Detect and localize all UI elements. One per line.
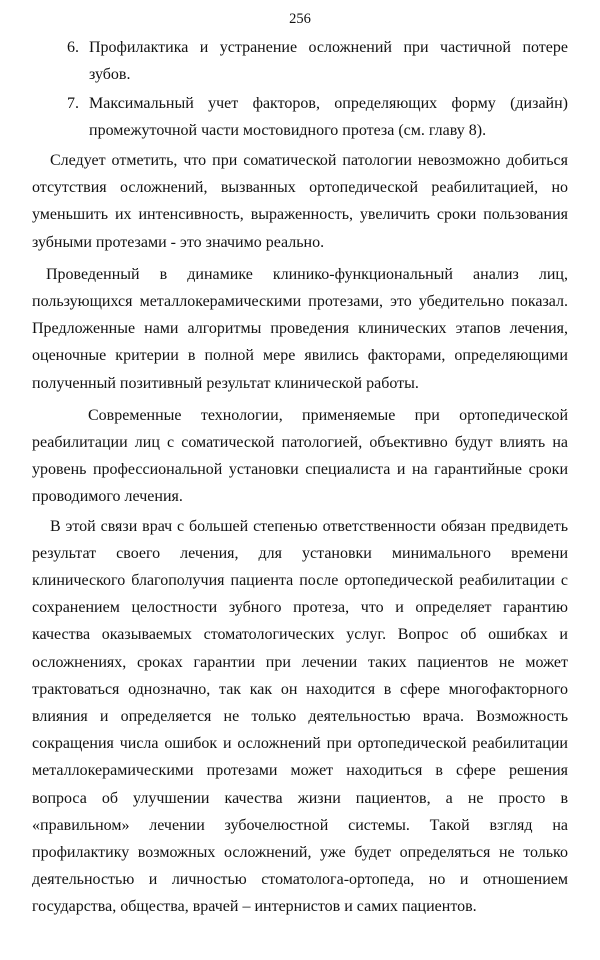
list-item-number: 7. bbox=[67, 95, 79, 112]
list-item-text: Максимальный учет факторов, определяющих форму (дизайн) промежуточной части мостовидного протеза (см. главу 8). bbox=[89, 95, 568, 139]
page-number: 256 bbox=[289, 11, 311, 27]
list-item bbox=[32, 90, 568, 144]
paragraph: В этой связи врач с большей степенью ответственности обязан предвидеть результат своего лечения, для установки минимального времени клинического благополучия пациента после ортопедической реабилитации с сохранением целостности зубного протеза, что и определяет гарантию качества оказываемых стоматологических услуг. Вопрос об ошибках и осложнениях, сроках гарантии при лечении таких пациентов не может трактоваться однозначно, так как он находится в сфере многофакторного влияния и определяется не только деятельностью врача. Возможность сокращения числа ошибок и осложнений при ортопедической реабилитации металлокерамическими протезами может находиться в сфере решения вопроса об улучшении качества жизни пациентов, а не просто в «правильном» лечении зубочелюстной системы. Такой взгляд на профилактику возможных осложнений, уже будет определяться не только деятельностью и личностью стоматолога-ортопеда, но и отношением государства, общества, врачей – интернистов и самих пациентов. bbox=[32, 517, 568, 916]
paragraph: Современные технологии, применяемые при ортопедической реабилитации лиц с соматической патологией, объективно будут влиять на уровень профессиональной установки специалиста и на гарантийные сроки проводимого лечения. bbox=[32, 406, 568, 506]
list-item-text: Профилактика и устранение осложнений при частичной потере зубов. bbox=[89, 39, 568, 83]
list-item bbox=[32, 34, 568, 88]
document-body bbox=[32, 34, 568, 921]
paragraph: Проведенный в динамике клинико-функциональный анализ лиц, пользующихся металлокерамическими протезами, это убедительно показал. Предложенные нами алгоритмы проведения клинических этапов лечения, оценочные критерии в полной мере явились факторами, определяющими полученный позитивный результат клинической работы. bbox=[32, 265, 568, 392]
paragraph: Следует отметить, что при соматической патологии невозможно добиться отсутствия осложнений, вызванных ортопедической реабилитацией, но уменьшить их интенсивность, выраженность, увеличить сроки пользования зубными протезами - это значимо реально. bbox=[32, 152, 568, 251]
list-item-number: 6. bbox=[67, 39, 79, 56]
